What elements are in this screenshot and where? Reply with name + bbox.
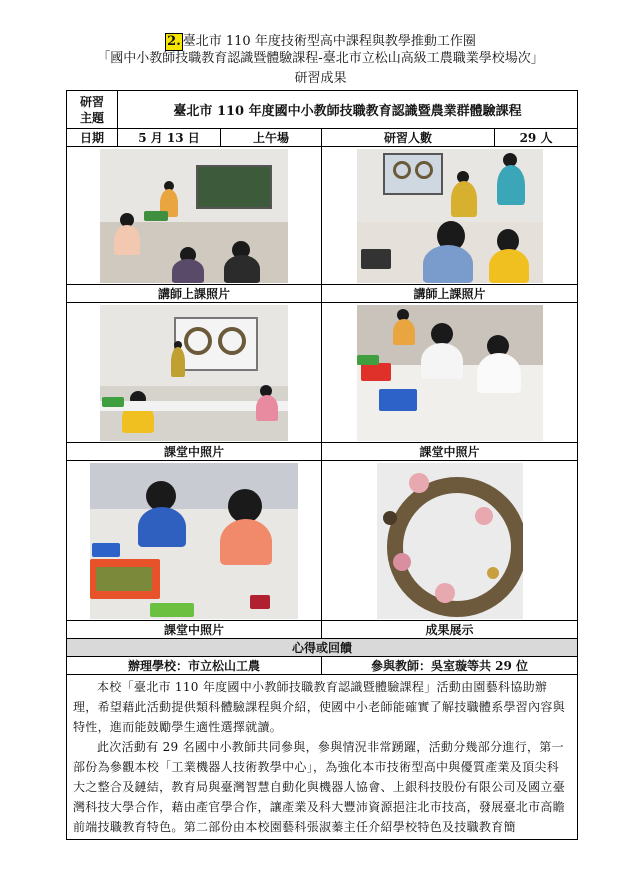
header-line-1 — [0, 33, 641, 51]
classroom-photo-3 — [90, 463, 298, 619]
header-title: 臺北市 110 年度技術型高中課程與教學推動工作圈 — [182, 34, 476, 49]
topic-value: 臺北市 110 年度國中小教師技職教育認識暨農業群體驗課程 — [118, 91, 578, 129]
reflection-body — [67, 675, 578, 840]
wreath-accent-5 — [487, 567, 499, 579]
photo-cell-1 — [67, 147, 322, 285]
wreath-accent-1 — [409, 473, 429, 493]
topic-label: 研習 主題 — [67, 91, 118, 129]
date-value: 5 月 13 日 — [118, 129, 221, 147]
photo-cell-3 — [67, 303, 322, 443]
photo-caption-1: 講師上課照片 — [67, 285, 322, 303]
reflection-paragraph-2: 此次活動有 29 名國中小教師共同參與，參與情況非常踴躍，活動分幾部分進行，第一部份為參觀本校「工業機器人技術教學中心」，為強化本市技術型高中與優質產業及頂尖科大之整合及鏈結，教育局與臺灣智慧自動化與機器人協會、上銀科技股份有限公司及國立臺灣科技大學合作，藉由產官學合作，讓產業及科大豐沛資源挹注北市技高，發展臺北市高瞻前端技職教育特色。第二部份由本校園藝科張淑蓁主任介紹學校特色及技職教育簡 — [73, 740, 566, 834]
wreath-accent-4 — [435, 583, 455, 603]
lecturer-photo-2 — [357, 149, 543, 283]
report-table — [66, 90, 578, 840]
classroom-photo-2 — [357, 305, 543, 441]
photo-caption-3: 課堂中照片 — [67, 443, 322, 461]
photo-caption-6: 成果展示 — [322, 621, 578, 639]
reflection-paragraph-1: 本校「臺北市 110 年度國中小教師技職教育認識暨體驗課程」活動由園藝科協助辦理，希望藉此活動提供類科體驗課程與介紹，使國中小老師能確實了解技職體系學習內容與特性，進而能鼓勵學生適性選擇就讀。 — [73, 680, 566, 734]
section-number: 2. — [167, 34, 181, 49]
reflection-heading: 心得或回饋 — [67, 639, 578, 657]
lecturer-photo-1 — [100, 149, 288, 283]
wreath-outer — [387, 477, 523, 617]
wreath-accent-6 — [383, 511, 397, 525]
photo-cell-5 — [67, 461, 322, 621]
photo-caption-2: 講師上課照片 — [322, 285, 578, 303]
header-line-2: 「國中小教師技職教育認識暨體驗課程-臺北市立松山高級工農職業學校場次」 — [97, 51, 544, 66]
count-value: 29 人 — [495, 129, 578, 147]
date-label: 日期 — [67, 129, 118, 147]
photo-caption-5: 課堂中照片 — [67, 621, 322, 639]
classroom-photo-1 — [100, 305, 288, 441]
photo-cell-6 — [322, 461, 578, 621]
count-label: 研習人數 — [322, 129, 495, 147]
session-value: 上午場 — [221, 129, 322, 147]
wreath-result-photo — [377, 463, 523, 619]
photo-cell-4 — [322, 303, 578, 443]
header-line-3: 研習成果 — [294, 71, 347, 86]
photo-cell-2 — [322, 147, 578, 285]
organizing-school: 辦理學校：市立松山工農 — [67, 657, 322, 675]
wreath-accent-3 — [393, 553, 411, 571]
photo-caption-4: 課堂中照片 — [322, 443, 578, 461]
wreath-accent-2 — [475, 507, 493, 525]
participating-teachers: 參與教師：吳室璇等共 29 位 — [322, 657, 578, 675]
